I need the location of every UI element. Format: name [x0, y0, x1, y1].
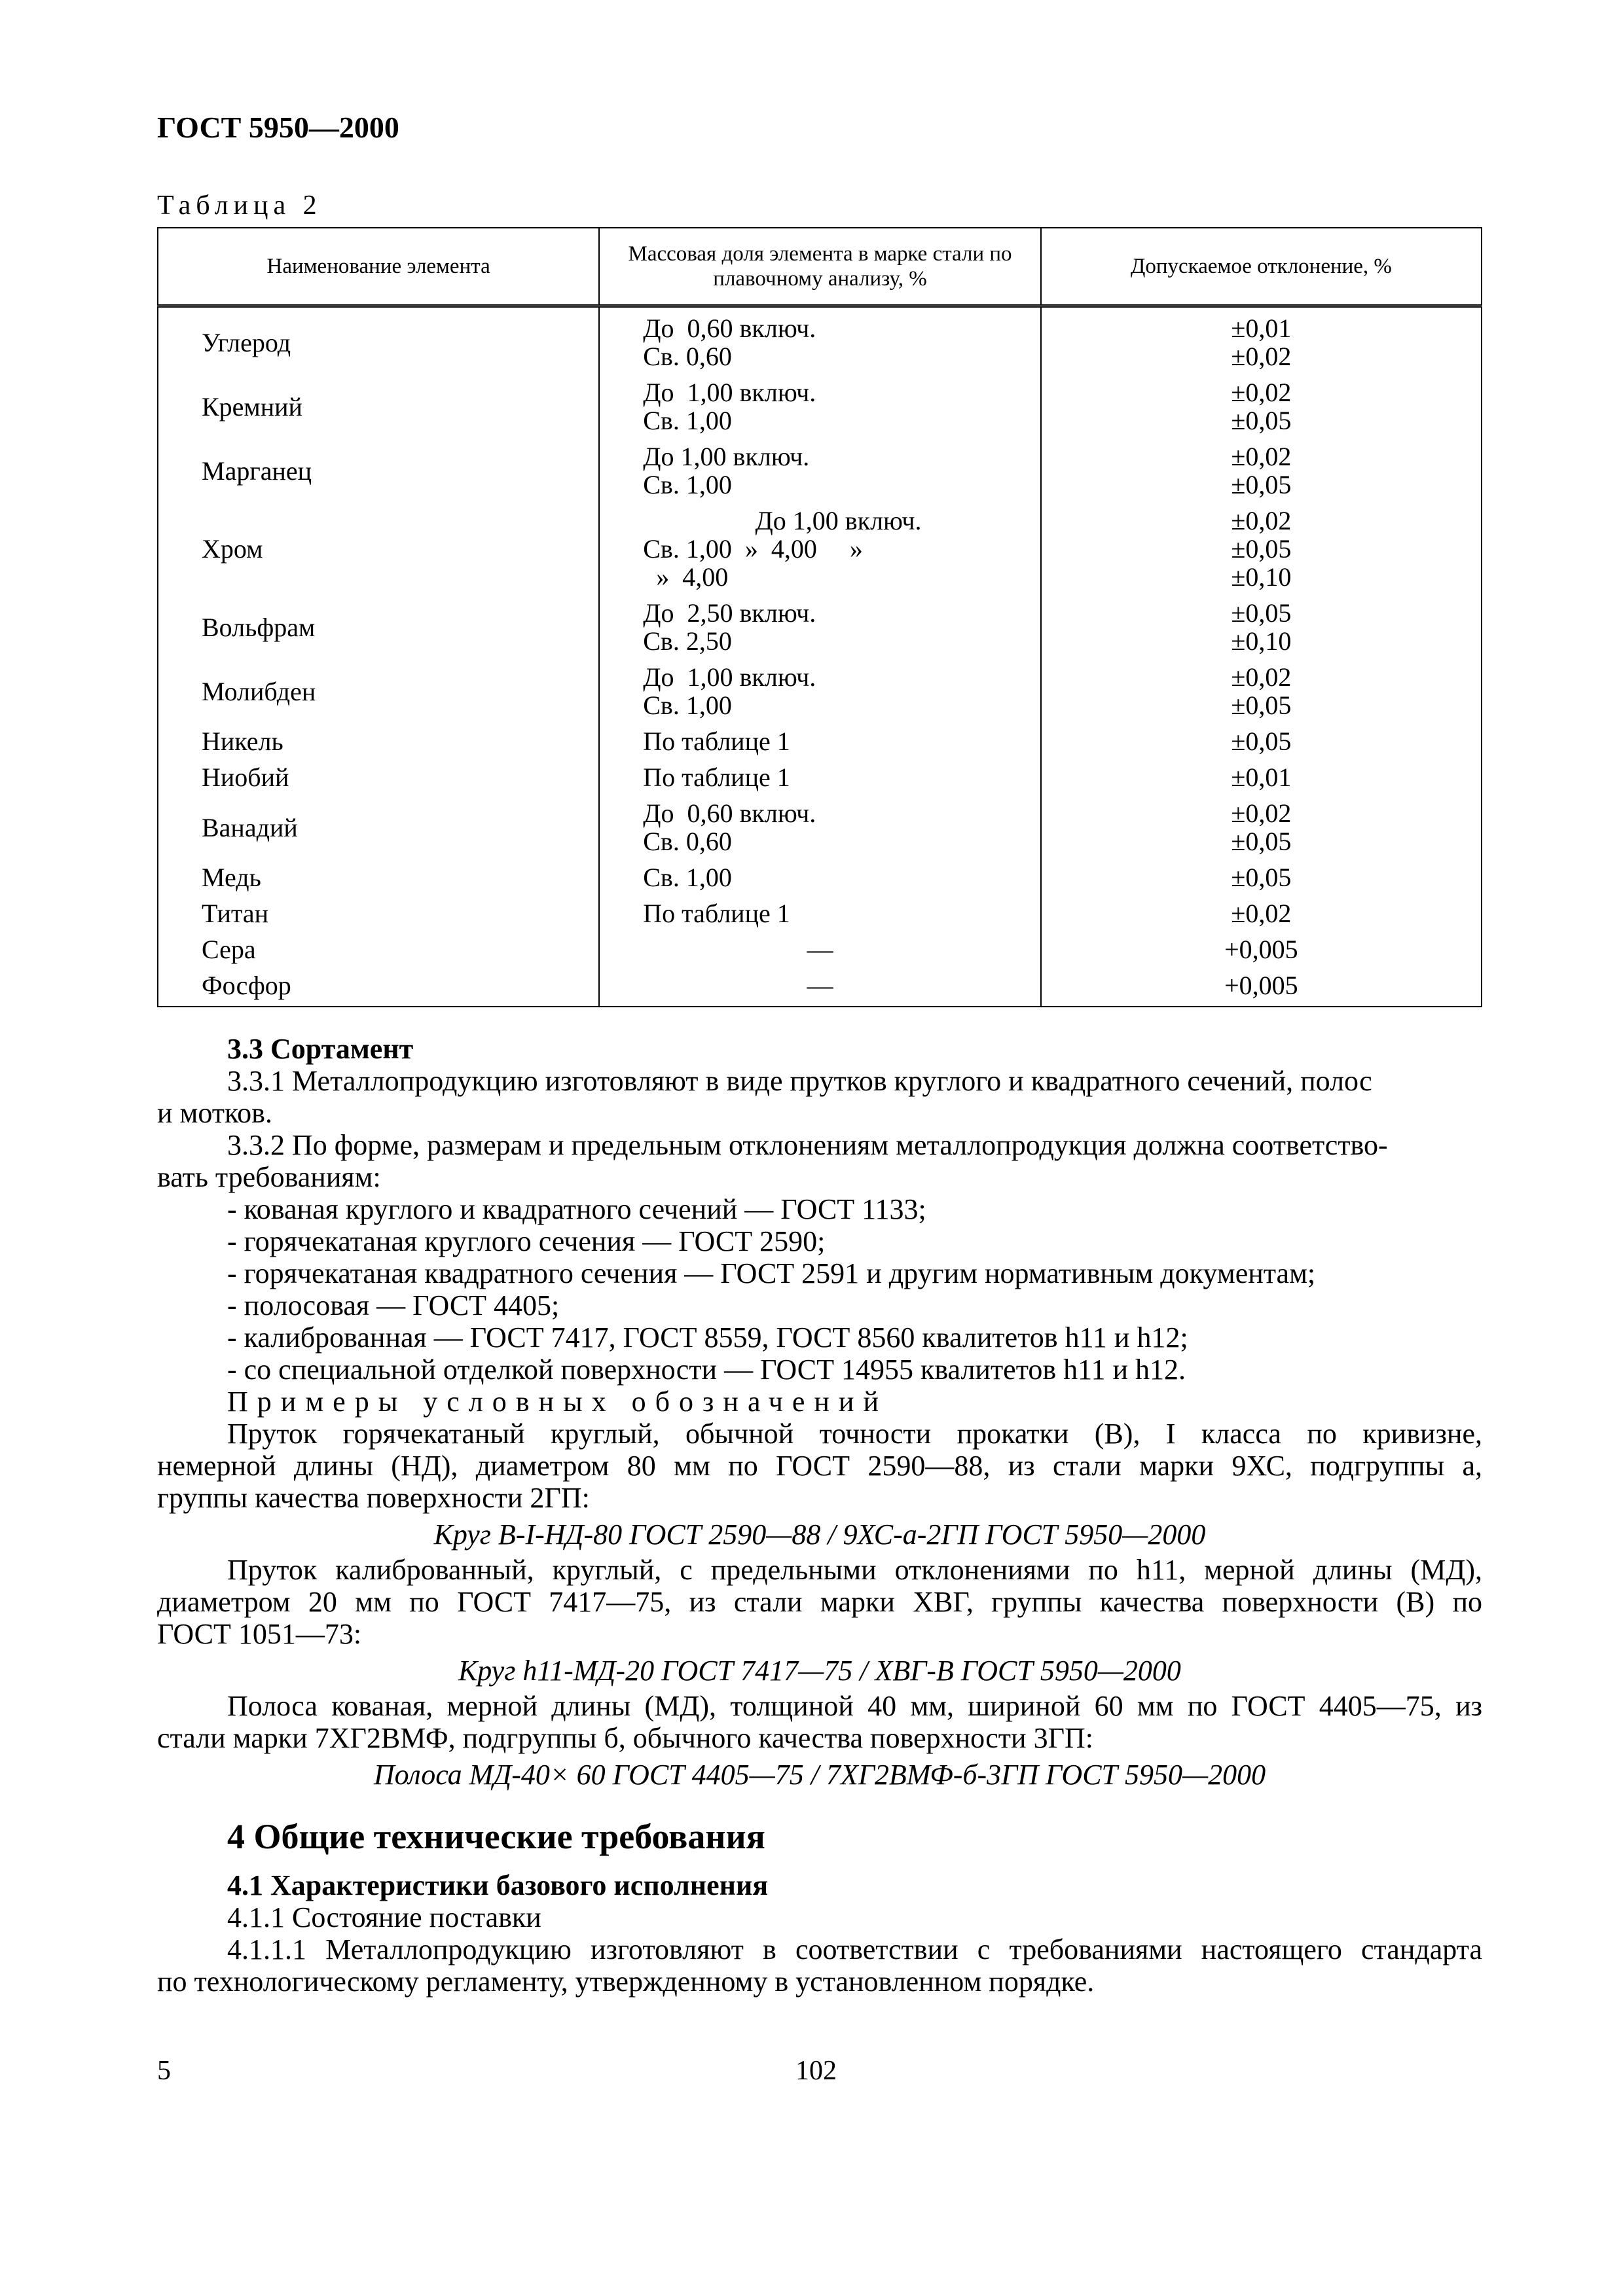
mass-fraction-line: До 2,50 включ.: [643, 598, 816, 628]
deviation-line: ±0,10: [1231, 626, 1292, 656]
section-title-3-3: 3.3 Сортамент: [227, 1033, 414, 1065]
mass-fraction-cell: [599, 761, 1041, 797]
mass-fraction-line: Св. 1,00: [643, 406, 732, 435]
table-row: [158, 933, 1482, 969]
table-row: [158, 505, 1482, 597]
paragraph-4-1-1-1-line-1: 4.1.1.1 Металлопродукцию изготовляют в соответствии с требованиями настоящего стандарта: [227, 1933, 1482, 1965]
table-row: [158, 725, 1482, 761]
deviation-line: ±0,01: [1231, 762, 1292, 792]
deviation-line: ±0,05: [1231, 406, 1292, 435]
paragraph-3-3-2-line-2: вать требованиям:: [157, 1161, 381, 1193]
table-row: [158, 306, 1482, 377]
deviation-cell: [1041, 597, 1482, 661]
list-item: - горячекатаная круглого сечения — ГОСТ 2590;: [227, 1225, 826, 1257]
deviation-cell: [1041, 725, 1482, 761]
table-row: [158, 661, 1482, 725]
deviation-line: +0,005: [1224, 935, 1298, 964]
mass-fraction-line: До 0,60 включ.: [643, 314, 816, 343]
body-text: [157, 1033, 1482, 1998]
table-caption: Таблица 2: [157, 190, 322, 221]
mass-fraction-cell: [599, 933, 1041, 969]
mass-fraction-line: По таблице 1: [643, 726, 790, 756]
mass-fraction-line: До 1,00 включ.: [643, 378, 816, 407]
mass-fraction-cell: [599, 797, 1041, 861]
element-name-cell: Углерод: [158, 306, 599, 377]
footer-page-number-center: 102: [795, 2056, 837, 2086]
deviation-cell: [1041, 661, 1482, 725]
mass-fraction-line: Св. 1,00: [643, 863, 732, 892]
element-name-cell: Ниобий: [158, 761, 599, 797]
deviation-line: ±0,05: [1231, 827, 1292, 856]
element-name-cell: Медь: [158, 861, 599, 897]
deviation-cell: [1041, 761, 1482, 797]
deviation-line: +0,005: [1224, 971, 1298, 1000]
mass-fraction-cell: [599, 861, 1041, 897]
element-name-cell: Сера: [158, 933, 599, 969]
paragraph-4-1-1: 4.1.1 Состояние поставки: [227, 1901, 541, 1933]
deviation-line: ±0,02: [1231, 798, 1292, 828]
mass-fraction-cell: [599, 306, 1041, 377]
section-title-4-1: 4.1 Характеристики базового исполнения: [227, 1869, 769, 1901]
examples-title: Примеры условных обозначений: [227, 1386, 888, 1418]
deviation-cell: [1041, 797, 1482, 861]
deviation-line: ±0,01: [1231, 314, 1292, 343]
deviation-line: ±0,10: [1231, 562, 1292, 592]
mass-fraction-line: По таблице 1: [643, 762, 790, 792]
deviation-line: ±0,05: [1231, 863, 1292, 892]
list-item: - калиброванная — ГОСТ 7417, ГОСТ 8559, ГОСТ 8560 квалитетов h11 и h12;: [227, 1321, 1188, 1354]
example-1-line-3: группы качества поверхности 2ГП:: [157, 1482, 590, 1514]
example-3-line-2: стали марки 7ХГ2ВМФ, подгруппы б, обычного качества поверхности 3ГП:: [157, 1722, 1094, 1754]
deviation-line: ±0,02: [1231, 506, 1292, 535]
mass-fraction-cell: [599, 440, 1041, 505]
mass-fraction-line: По таблице 1: [643, 899, 790, 928]
table-body: [158, 306, 1482, 1007]
element-name-cell: Титан: [158, 897, 599, 933]
table-row: [158, 797, 1482, 861]
deviation-line: ±0,02: [1231, 378, 1292, 407]
example-1-formula: Круг В-I-НД-80 ГОСТ 2590—88 / 9ХС-а-2ГП ГОСТ 5950—2000: [433, 1518, 1206, 1551]
table-row: [158, 376, 1482, 440]
mass-fraction-line: Св. 0,60: [643, 827, 732, 856]
deviation-line: ±0,05: [1231, 598, 1292, 628]
paragraph-3-3-1-line-1: 3.3.1 Металлопродукцию изготовляют в виде прутков круглого и квадратного сечений, полос: [227, 1065, 1372, 1097]
deviation-cell: [1041, 861, 1482, 897]
paragraph-3-3-1-line-2: и мотков.: [157, 1097, 272, 1129]
deviation-cell: [1041, 376, 1482, 440]
paragraph-3-3-2-line-1: 3.3.2 По форме, размерам и предельным отклонениям металлопродукция должна соответство-: [227, 1129, 1388, 1161]
example-2-line-2: диаметром 20 мм по ГОСТ 7417—75, из стали марки ХВГ, группы качества поверхности (В) по: [157, 1586, 1482, 1618]
mass-fraction-cell: [599, 505, 1041, 597]
document-header: ГОСТ 5950—2000: [157, 111, 399, 144]
table-row: [158, 861, 1482, 897]
deviation-cell: [1041, 969, 1482, 1007]
mass-fraction-line: » 4,00: [643, 562, 729, 592]
deviation-cell: [1041, 440, 1482, 505]
mass-fraction-line: До 1,00 включ.: [643, 442, 810, 471]
example-2-formula: Круг h11-МД-20 ГОСТ 7417—75 / ХВГ-В ГОСТ 5950—2000: [458, 1655, 1181, 1687]
mass-fraction-cell: [599, 376, 1041, 440]
mass-fraction-line: До 1,00 включ.: [643, 662, 816, 692]
deviation-line: ±0,05: [1231, 726, 1292, 756]
column-header-element: Наименование элемента: [158, 228, 599, 306]
example-1-line-2: немерной длины (НД), диаметром 80 мм по ГОСТ 2590—88, из стали марки 9ХС, подгруппы а,: [157, 1450, 1482, 1482]
deviation-line: ±0,02: [1231, 442, 1292, 471]
deviation-line: ±0,02: [1231, 662, 1292, 692]
list-item: - полосовая — ГОСТ 4405;: [227, 1289, 560, 1321]
mass-fraction-cell: [599, 725, 1041, 761]
mass-fraction-cell: [599, 661, 1041, 725]
mass-fraction-line: До 0,60 включ.: [643, 798, 816, 828]
deviation-cell: [1041, 505, 1482, 597]
example-2-line-1: Пруток калиброванный, круглый, с предельными отклонениями по h11, мерной длины (МД),: [227, 1554, 1482, 1586]
example-3-formula: Полоса МД-40× 60 ГОСТ 4405—75 / 7ХГ2ВМФ-б-3ГП ГОСТ 5950—2000: [373, 1759, 1266, 1791]
mass-fraction-line: Св. 2,50: [643, 626, 732, 656]
deviation-line: ±0,05: [1231, 534, 1292, 564]
table-row: [158, 597, 1482, 661]
footer-page-number-left: 5: [157, 2056, 171, 2086]
element-name-cell: Хром: [158, 505, 599, 597]
element-name-cell: Марганец: [158, 440, 599, 505]
deviation-cell: [1041, 933, 1482, 969]
deviation-line: ±0,05: [1231, 470, 1292, 499]
column-header-deviation: Допускаемое отклонение, %: [1041, 228, 1482, 306]
section-title-4: 4 Общие технические требования: [227, 1817, 765, 1856]
mass-fraction-line: Св. 1,00: [643, 470, 732, 499]
list-item: - горячекатаная квадратного сечения — ГОСТ 2591 и другим нормативным документам;: [227, 1257, 1316, 1289]
deviation-line: ±0,02: [1231, 899, 1292, 928]
mass-fraction-line: Св. 1,00: [643, 691, 732, 720]
table-row: [158, 761, 1482, 797]
mass-fraction-line: —: [807, 935, 833, 964]
deviation-line: ±0,02: [1231, 342, 1292, 371]
table-row: [158, 969, 1482, 1007]
element-name-cell: Кремний: [158, 376, 599, 440]
element-name-cell: Вольфрам: [158, 597, 599, 661]
element-name-cell: Молибден: [158, 661, 599, 725]
list-item: - кованая круглого и квадратного сечений — ГОСТ 1133;: [227, 1193, 926, 1225]
element-name-cell: Фосфор: [158, 969, 599, 1007]
column-header-fraction: Массовая доля элемента в марке стали по плавочному анализу, %: [599, 228, 1041, 306]
example-3-line-1: Полоса кованая, мерной длины (МД), толщиной 40 мм, шириной 60 мм по ГОСТ 4405—75, из: [227, 1690, 1482, 1722]
mass-fraction-cell: [599, 969, 1041, 1007]
table-row: [158, 440, 1482, 505]
mass-fraction-cell: [599, 597, 1041, 661]
list-item: - со специальной отделкой поверхности — ГОСТ 14955 квалитетов h11 и h12.: [227, 1354, 1186, 1386]
example-1-line-1: Пруток горячекатаный круглый, обычной точности прокатки (В), I класса по кривизне,: [227, 1418, 1482, 1450]
mass-fraction-line: Св. 0,60: [643, 342, 732, 371]
paragraph-4-1-1-1-line-2: по технологическому регламенту, утвержденному в установленном порядке.: [157, 1965, 1095, 1998]
example-2-line-3: ГОСТ 1051—73:: [157, 1618, 362, 1650]
table-row: [158, 897, 1482, 933]
mass-fraction-line: Св. 1,00 » 4,00 »: [643, 534, 863, 564]
mass-fraction-line: До 1,00 включ.: [755, 506, 922, 535]
deviation-cell: [1041, 306, 1482, 377]
deviation-line: ±0,05: [1231, 691, 1292, 720]
table-header-row: [158, 228, 1482, 306]
element-name-cell: Никель: [158, 725, 599, 761]
mass-fraction-line: —: [807, 971, 833, 1000]
mass-fraction-cell: [599, 897, 1041, 933]
element-name-cell: Ванадий: [158, 797, 599, 861]
deviation-cell: [1041, 897, 1482, 933]
table-2: [157, 227, 1482, 1007]
